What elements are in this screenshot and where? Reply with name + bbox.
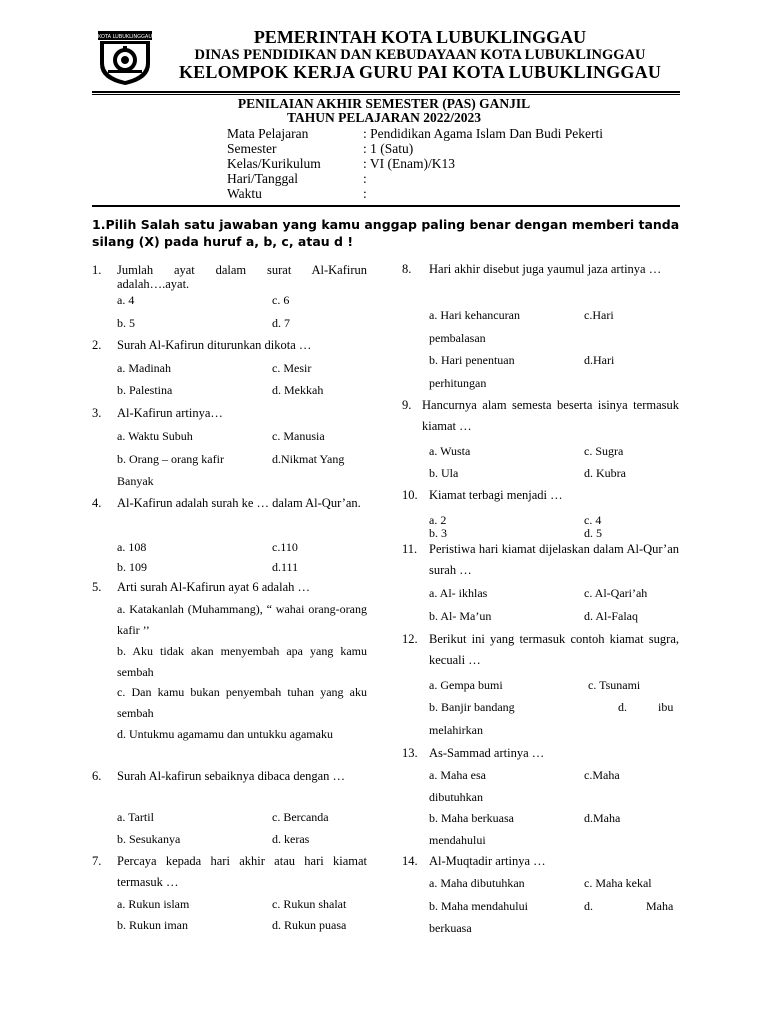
question-text: Surah Al-kafirun sebaiknya dibaca dengan … <box>117 769 346 783</box>
option-a[interactable]: a. Waktu Subuh <box>117 429 193 443</box>
option-a[interactable]: a. 4 <box>117 293 135 307</box>
option-a[interactable]: a. 108 <box>117 540 147 554</box>
option-d[interactable]: d. 5 <box>584 526 602 540</box>
logo-text: KOTA LUBUKLINGGAU <box>97 34 153 40</box>
option-d[interactable]: d.Nikmat Yang <box>272 452 345 466</box>
option-d[interactable]: d. <box>584 899 593 913</box>
option-c-cont: pembalasan <box>429 331 486 345</box>
exam-year: TAHUN PELAJARAN 2022/2023 <box>286 110 481 125</box>
info-value: : 1 (Satu) <box>363 141 414 156</box>
city-logo <box>96 30 154 86</box>
info-key: Kelas/Kurikulum <box>227 156 321 171</box>
question-text: Al-Kafirun adalah surah ke … dalam Al-Qur’an. <box>117 496 361 510</box>
option-c[interactable]: c.110 <box>272 540 298 554</box>
question-text: Al-Kafirun artinya… <box>117 406 223 420</box>
question-text: Percaya kepada hari akhir atau hari kiamat termasuk … <box>117 854 367 889</box>
option-b[interactable]: b. Maha berkuasa <box>429 811 514 825</box>
option-d[interactable]: d. Kubra <box>584 466 626 480</box>
option-c[interactable]: c. Sugra <box>584 444 624 458</box>
exam-title: PENILAIAN AKHIR SEMESTER (PAS) GANJIL <box>237 96 531 111</box>
question-number: 8. <box>402 262 412 276</box>
option-c[interactable]: c. 6 <box>272 293 290 307</box>
question-number: 3. <box>92 406 102 420</box>
option-c[interactable]: c.Hari <box>584 308 614 322</box>
option-a[interactable]: a. Al- ikhlas <box>429 586 488 600</box>
option-b[interactable]: b. Banjir bandang <box>429 700 515 714</box>
option-d-word: Maha <box>646 899 674 913</box>
option-c[interactable]: c. Bercanda <box>272 810 329 824</box>
option-a[interactable]: a. Tartil <box>117 810 154 824</box>
question-text: Arti surah Al-Kafirun ayat 6 adalah … <box>117 580 310 594</box>
option-d-cont: melahirkan <box>429 723 483 737</box>
option-d[interactable]: d. Mekkah <box>272 383 324 397</box>
info-key: Hari/Tanggal <box>227 171 299 186</box>
question-text: As-Sammad artinya … <box>429 746 545 760</box>
option-b[interactable]: b. Hari penentuan <box>429 353 515 367</box>
exam-info <box>227 126 603 201</box>
question-text: Surah Al-Kafirun diturunkan dikota … <box>117 338 312 352</box>
instruction: 1.Pilih Salah satu jawaban yang kamu anggap paling benar dengan memberi tanda silang (X) pada huruf a, b, c, atau d ! <box>92 217 680 249</box>
option-c[interactable]: c. 4 <box>584 513 602 527</box>
option-c-cont: dibutuhkan <box>429 790 483 804</box>
question-number: 6. <box>92 769 102 783</box>
info-value: : Pendidikan Agama Islam Dan Budi Pekerti <box>363 126 603 141</box>
option-d[interactable]: d. Rukun puasa <box>272 918 347 932</box>
option-b[interactable]: b. Sesukanya <box>117 832 181 846</box>
option-a[interactable]: a. Rukun islam <box>117 897 190 911</box>
question-number: 5. <box>92 580 102 594</box>
option-d-cont: perhitungan <box>429 376 487 390</box>
question-text: Al-Muqtadir artinya … <box>429 854 546 868</box>
option-b[interactable]: b. 5 <box>117 316 135 330</box>
question-text: Kiamat terbagi menjadi … <box>429 488 563 502</box>
info-row-subject <box>227 126 603 141</box>
info-divider <box>92 205 680 207</box>
question-number: 2. <box>92 338 102 352</box>
info-value: : VI (Enam)/K13 <box>363 156 455 171</box>
option-b[interactable]: b. Palestina <box>117 383 173 397</box>
question-number: 7. <box>92 854 102 868</box>
header-government: PEMERINTAH KOTA LUBUKLINGGAU <box>253 27 587 47</box>
option-a[interactable]: a. Maha dibutuhkan <box>429 876 525 890</box>
option-d[interactable]: d. 7 <box>272 316 290 330</box>
question-number: 4. <box>92 496 102 510</box>
option-c[interactable]: c. Rukun shalat <box>272 897 347 911</box>
option-c[interactable]: c. Maha kekal <box>584 876 652 890</box>
question-number: 11. <box>402 542 418 556</box>
option-c[interactable]: c. Manusia <box>272 429 325 443</box>
question-text: Berikut ini yang termasuk contoh kiamat sugra, kecuali … <box>429 632 679 667</box>
option-d-cont: mendahului <box>429 833 486 847</box>
option-b[interactable]: b. Maha mendahului <box>429 899 528 913</box>
header-teacher-group: KELOMPOK KERJA GURU PAI KOTA LUBUKLINGGAU <box>178 62 662 82</box>
right-column <box>402 262 680 952</box>
option-b[interactable]: b. Al- Ma’un <box>429 609 492 623</box>
option-b[interactable]: b. Ula <box>429 466 459 480</box>
option-a[interactable]: a. Maha esa <box>429 768 486 782</box>
option-d-word: ibu <box>658 700 674 714</box>
question-text: Hancurnya alam semesta beserta isinya termasuk kiamat … <box>422 398 679 433</box>
option-d[interactable]: d.Hari <box>584 353 615 367</box>
option-b[interactable]: b. Aku tidak akan menyembah apa yang kamu sembah <box>117 644 367 679</box>
option-d[interactable]: d.Maha <box>584 811 621 825</box>
option-c[interactable]: c.Maha <box>584 768 620 782</box>
option-c[interactable]: c. Al-Qari’ah <box>584 586 648 600</box>
header-divider <box>92 91 680 93</box>
option-a[interactable]: a. Katakanlah (Muhammang), “ wahai orang-orang kafir ’’ <box>117 602 367 637</box>
question-text: Peristiwa hari kiamat dijelaskan dalam Al-Qur’an surah … <box>429 542 679 577</box>
option-a[interactable]: a. Hari kehancuran <box>429 308 520 322</box>
info-row-date <box>227 171 603 186</box>
header-divider-thin <box>92 94 680 95</box>
question-number: 12. <box>402 632 418 646</box>
info-row-time <box>227 186 603 201</box>
option-b[interactable]: b. Orang – orang kafir <box>117 452 224 466</box>
option-a[interactable]: a. Gempa bumi <box>429 678 503 692</box>
option-b[interactable]: b. Rukun iman <box>117 918 188 932</box>
question-text: Hari akhir disebut juga yaumul jaza artinya … <box>429 262 662 276</box>
question-number: 9. <box>402 398 412 412</box>
question-number: 13. <box>402 746 418 760</box>
option-b[interactable]: b. 3 <box>429 526 447 540</box>
option-a[interactable]: a. Madinah <box>117 361 171 375</box>
option-a[interactable]: a. 2 <box>429 513 447 527</box>
option-d[interactable]: d. keras <box>272 832 310 846</box>
option-c[interactable]: c. Tsunami <box>588 678 641 692</box>
info-key: Semester <box>227 141 277 156</box>
option-d[interactable]: d.111 <box>272 560 299 574</box>
info-value: : <box>363 186 367 201</box>
option-b[interactable]: b. 109 <box>117 560 147 574</box>
option-d[interactable]: d. Untukmu agamamu dan untukku agamaku <box>117 727 333 741</box>
info-key: Mata Pelajaran <box>227 126 309 141</box>
option-d[interactable]: d. Al-Falaq <box>584 609 638 623</box>
question-number: 14. <box>402 854 418 868</box>
info-row-semester <box>227 141 603 156</box>
header-department: DINAS PENDIDIKAN DAN KEBUDAYAAN KOTA LUBUKLINGGAU <box>194 47 646 63</box>
option-c[interactable]: c. Mesir <box>272 361 312 375</box>
left-column <box>92 260 368 950</box>
question-number: 10. <box>402 488 418 502</box>
info-row-class <box>227 156 603 171</box>
option-a[interactable]: a. Wusta <box>429 444 471 458</box>
option-d-cont: berkuasa <box>429 921 472 935</box>
question-number: 1. <box>92 263 102 277</box>
option-c[interactable]: c. Dan kamu bukan penyembah tuhan yang aku sembah <box>117 685 367 720</box>
question-text: Jumlah ayat dalam surat Al-Kafirun adalah….ayat. <box>117 263 367 291</box>
option-d[interactable]: d. <box>618 700 627 714</box>
option-d-cont: Banyak <box>117 474 154 488</box>
info-value: : <box>363 171 367 186</box>
info-key: Waktu <box>227 186 262 201</box>
